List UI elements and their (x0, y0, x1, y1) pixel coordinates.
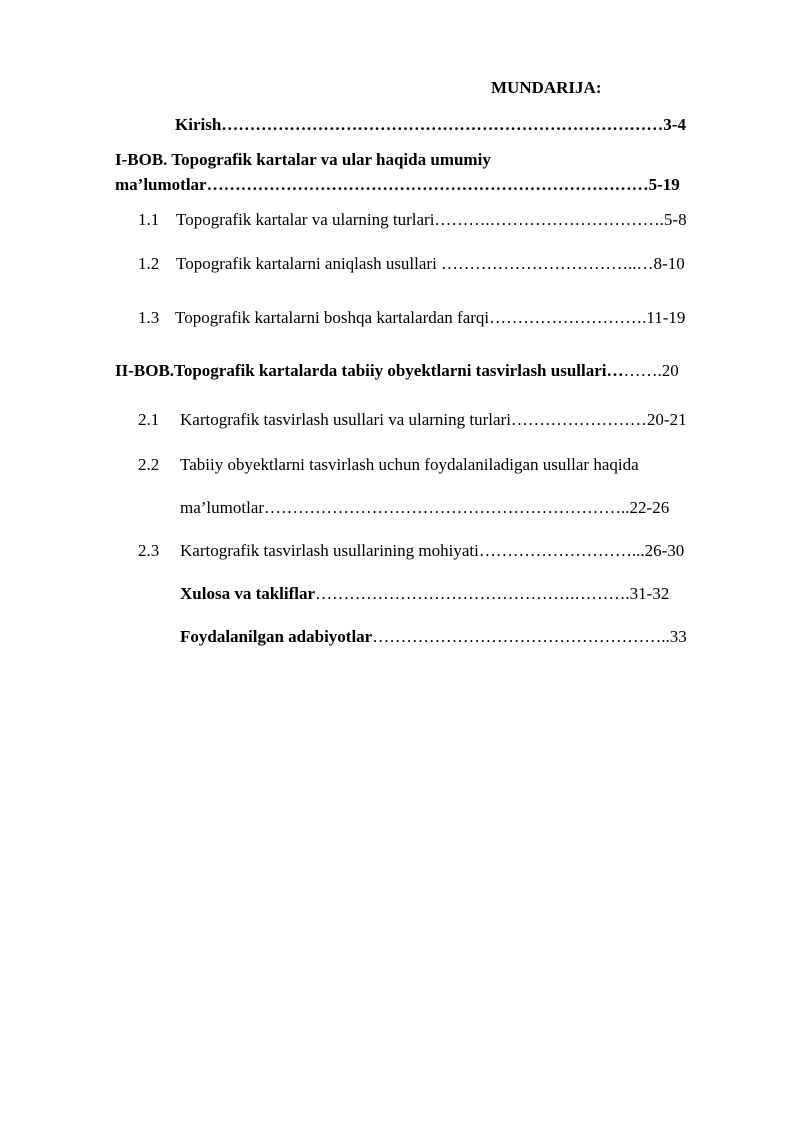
toc-section-1-3-number: 1.3 (138, 308, 160, 327)
toc-section-2-2-number: 2.2 (138, 455, 160, 474)
toc-section-2-3-number: 2.3 (138, 541, 160, 560)
toc-section-2-3: Kartografik tasvirlash usullarining mohiyati………………………...26-30 (180, 541, 685, 560)
toc-section-1-2-number: 1.2 (138, 254, 160, 273)
toc-references-page: ……………………………………………..33 (372, 627, 687, 646)
toc-section-2-2-line2: ma’lumotlar………………………………………………………..22-26 (180, 498, 670, 517)
toc-references-title: Foydalanilgan adabiyotlar (180, 627, 373, 646)
toc-chapter2-title: II-BOB.Topografik kartalarda tabiiy obyektlarni tasvirlash usullari… (115, 361, 624, 380)
toc-section-2-1: Kartografik tasvirlash usullari va ularning turlari……………………20-21 (180, 410, 687, 429)
toc-chapter1-line2: ma’lumotlar……………………………………………………………………5-19 (115, 175, 680, 194)
toc-conclusion-page: ……………………………………….……….31-32 (315, 584, 670, 603)
toc-chapter2-page: …….20 (623, 361, 679, 380)
toc-section-1-3: Topografik kartalarni boshqa kartalardan farqi……………………….11-19 (175, 308, 686, 327)
toc-references (180, 627, 687, 647)
toc-conclusion (180, 584, 669, 604)
toc-intro: Kirish……………………………………………………………………3-4 (175, 115, 686, 134)
toc-section-1-2: Topografik kartalarni aniqlash usullari ……………………………..…8-10 (176, 254, 685, 273)
toc-chapter2 (115, 361, 679, 381)
toc-conclusion-title: Xulosa va takliflar (180, 584, 316, 603)
toc-section-1-1-number: 1.1 (138, 210, 160, 229)
toc-section-2-2-line1: Tabiiy obyektlarni tasvirlash uchun foydalaniladigan usullar haqida (180, 455, 639, 474)
toc-section-2-1-number: 2.1 (138, 410, 160, 429)
toc-section-1-1: Topografik kartalar va ularning turlari……….………………………….5-8 (176, 210, 687, 229)
toc-chapter1-line1: I-BOB. Topografik kartalar va ular haqida umumiy (115, 150, 491, 169)
page-title: MUNDARIJA: (491, 78, 602, 97)
